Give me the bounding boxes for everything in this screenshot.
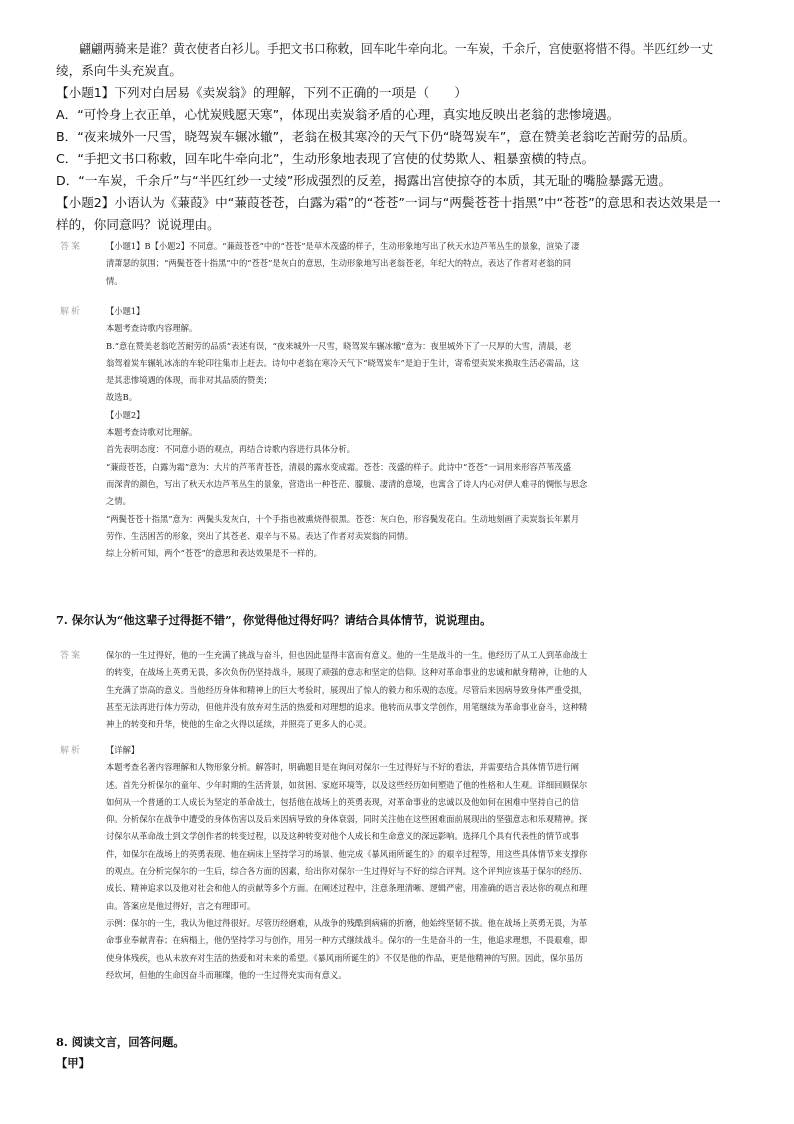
explanation-line: 件，如保尔在战场上的英勇表现、他在病床上坚持学习的场景、他完成《暴风雨所诞生的》的艰辛过程等，用这些具体情节来支撑你	[106, 848, 588, 859]
explanation-label: 解析	[60, 307, 83, 317]
passage-line: 绫，系向牛头充炭直。	[56, 63, 182, 78]
option-d: D．“一车炭，千余斤”与“半匹红纱一丈绫”形成强烈的反差，揭露出宫使掠夺的本质，其无耻的嘴脸暴露无遗。	[56, 173, 672, 188]
explanation-line: 本题考查诗歌对比理解。	[106, 427, 198, 438]
explanation-line: “两鬓苍苍十指黑”意为：两鬓头发灰白，十个手指也被熏烧得很黑。苍苍：灰白色，形容鬓发花白。生动地刻画了卖炭翁长年累月	[106, 513, 580, 524]
explanation-line: 如何从一个普通的工人成长为坚定的革命战士，包括他在战场上的英勇表现，对革命事业的忠诚以及他如何在困难中坚持自己的信	[106, 796, 579, 807]
answer-text	[106, 238, 736, 290]
explanation-text	[106, 742, 736, 984]
explanation-line: 命事业奉献青春；在病榻上，他仍坚持学习与创作，用另一种方式继续战斗。保尔的一生是奋斗的一生，他追求理想，不畏艰难，即	[106, 935, 588, 946]
explanation-text	[106, 303, 736, 562]
question-8-title: 8. 阅读文言，回答问题。	[56, 1035, 185, 1049]
explanation-line: 本题考查名著内容理解和人物形象分析。解答时，明确题目是在询问对保尔一生过得好与不好的看法，并需要结合具体情节进行阐	[106, 762, 579, 773]
explanation-label: 解析	[60, 746, 83, 756]
explanation-line: 讨保尔从革命战士到文学创作者的转变过程，以及这种转变对他个人成长和生命意义的深远影响。选择几个具有代表性的情节或事	[106, 831, 579, 842]
answer-line: 的转变，在战场上英勇无畏，多次负伤仍坚持战斗，展现了顽强的意志和坚定的信仰。这种对革命事业的忠诚和献身精神，让他的人	[106, 667, 588, 678]
explanation-line: 故选B。	[106, 392, 137, 403]
explanation-line: 示例：保尔的一生，我认为他过得很好。尽管历经磨难，从战争的残酷到病痛的折磨，他始终坚韧不拔。他在战场上英勇无畏，为革	[106, 917, 588, 928]
explanation-line: 述。首先分析保尔的童年、少年时期的生活背景，如贫困、家庭环境等，以及这些经历如何塑造了他的性格和人生观。详细回顾保尔	[106, 779, 588, 790]
explanation-line: 首先表明态度：不同意小语的观点，再结合诗歌内容进行具体分析。	[106, 444, 355, 455]
answer-text	[106, 647, 736, 733]
explanation-line: 而深青的颜色，写出了秋天水边芦苇丛生的景象，营造出一种苍茫、朦胧、凄清的意境，也寓含了诗人内心对伊人难寻的惆怅与思念	[106, 478, 588, 489]
poem-passage	[56, 38, 738, 236]
passage-line: 翩翩两骑来是谁？黄衣使者白衫儿。手把文书口称敕，回车叱牛牵向北。一车炭，千余斤，宫使驱将惜不得。半匹红纱一丈	[79, 41, 714, 56]
answer-line: 清萧瑟的氛围；“两鬓苍苍十指黑”中的“苍苍”是灰白的意思，生动形象地写出老翁苍老，年纪大的特点，表达了作者对老翁的同	[106, 258, 572, 269]
explanation-line: 的观点。在分析完保尔的一生后，综合各方面的因素，给出你对保尔一生过得好与不好的综合评判。这个评判应该基于保尔的经历、	[106, 866, 588, 877]
subquestion-2-stem: 样的，你同意吗？说说理由。	[56, 217, 220, 232]
explanation-line: “蒹葭苍苍，白露为霜”意为：大片的芦苇青苍苍，清晨的露水变成霜。苍苍：茂盛的样子。此诗中“苍苍”一词用来形容芦苇茂盛	[106, 461, 572, 472]
answer-label: 答案	[60, 651, 83, 661]
explanation-line: 劳作、生活困苦的形象，突出了其苍老、艰辛与不易。表达了作者对卖炭翁的同情。	[106, 530, 413, 541]
answer-line: 情。	[106, 275, 123, 286]
answer-line: 神上的转变和升华，使他的生命之火得以延续，并照亮了更多人的心灵。	[106, 719, 372, 730]
answer-line: 甚至无法再进行体力劳动，但他并没有放弃对生活的热爱和对理想的追求。他转而从事文学创作，用笔继续为革命事业奋斗，这种精	[106, 701, 588, 712]
explanation-line: 【详解】	[106, 745, 140, 755]
subquestion-2-stem: 【小题2】小语认为《蒹葭》中“蒹葭苍苍，白露为霜”的“苍苍”一词与“两鬓苍苍十指黑”中“苍苍”的意思和表达效果是一	[56, 195, 721, 210]
explanation-line: 翁驾着炭车辗轧冰冻的车轮印往集市上赶去。诗句中老翁在寒冷天气下“晓驾炭车”是迫于生计，寄希望卖炭来换取生活必需品，这	[106, 357, 580, 368]
explanation-line: 【小题2】	[106, 409, 145, 420]
explanation-line: 综上分析可知，两个“苍苍”的意思和表达效果是不一样的。	[106, 548, 322, 559]
question-7-title: 7. 保尔认为“他这辈子过得挺不错”，你觉得他过得好吗？请结合具体情节，说说理由。	[56, 613, 492, 627]
explanation-line: 成长、精神追求以及他对社会和他人的贡献等多个方面。在阐述过程中，注意条理清晰、逻辑严密，用准确的语言表达你的观点和理	[106, 883, 588, 894]
explanation-section	[60, 303, 736, 573]
subquestion-1-stem: 【小题1】下列对白居易《卖炭翁》的理解，下列不正确的一项是（ ）	[56, 85, 468, 100]
option-b: B．“夜来城外一尺雪，晓驾炭车辗冰辙”，老翁在极其寒冷的天气下仍“晓驾炭车”，意在赞美老翁吃苦耐劳的品质。	[56, 129, 696, 144]
explanation-section	[60, 742, 736, 992]
explanation-line: 仰。分析保尔在战争中遭受的身体伤害以及后来因病导致的身体衰弱，同时关注他在这些困难面前展现出的坚强意志和乐观精神。探	[106, 814, 588, 825]
answer-line: 【小题1】B【小题2】不同意。“蒹葭苍苍”中的“苍苍”是草木茂盛的样子，生动形象地写出了秋天水边芦苇丛生的景象，渲染了凄	[106, 241, 580, 251]
answer-label: 答案	[60, 242, 83, 252]
answer-line: 保尔的一生过得好，他的一生充满了挑战与奋斗，但也因此显得丰富而有意义。他的一生是战斗的一生。他经历了从工人到革命战士	[106, 650, 588, 660]
explanation-line: B.“意在赞美老翁吃苦耐劳的品质”表述有误，“夜来城外一尺雪，晓驾炭车辗冰辙”意为：夜里城外下了一尺厚的大雪，清晨，老	[106, 340, 572, 351]
explanation-line: 【小题1】	[106, 306, 145, 316]
option-c: C．“手把文书口称敕，回车叱牛牵向北”，生动形象地表现了宫使的仗势欺人、粗暴蛮横的特点。	[56, 151, 595, 166]
answer-section	[60, 647, 736, 739]
explanation-line: 使身体残疾，也从未放弃对生活的热爱和对未来的希望。《暴风雨所诞生的》不仅是他的作品，更是他精神的写照。因此，保尔虽历	[106, 952, 584, 963]
passage-jia-label: 【甲】	[56, 1056, 90, 1070]
explanation-line: 由。答案应是他过得好，言之有理即可。	[106, 900, 256, 911]
option-a: A．“可怜身上衣正单，心忧炭贱愿天寒”，体现出卖炭翁矛盾的心理，真实地反映出老翁的悲惨境遇。	[56, 107, 620, 122]
answer-section	[60, 238, 736, 298]
explanation-line: 经坎坷，但他的生命因奋斗而璀璨，他的一生过得充实而有意义。	[106, 969, 347, 980]
answer-line: 生充满了崇高的意义。当他经历身体和精神上的巨大考验时，展现出了惊人的毅力和乐观的态度。尽管后来因病导致身体严重受损，	[106, 684, 588, 695]
explanation-line: 是其悲惨境遇的体现，而非对其品质的赞美；	[106, 375, 272, 386]
explanation-line: 之情。	[106, 496, 131, 507]
explanation-line: 本题考查诗歌内容理解。	[106, 323, 198, 334]
